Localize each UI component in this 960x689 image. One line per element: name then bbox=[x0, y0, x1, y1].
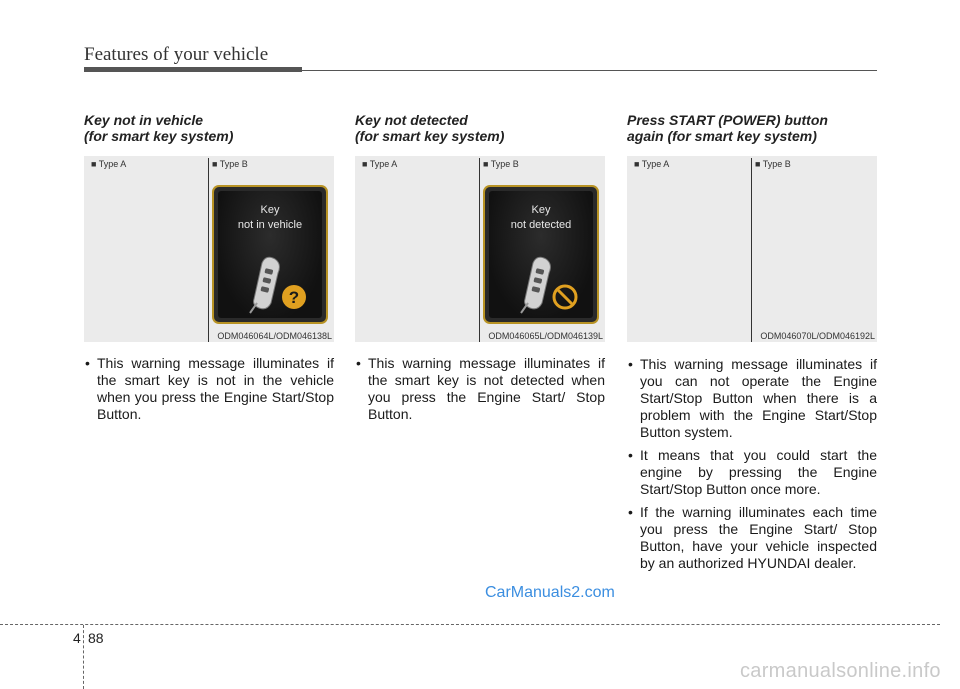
cluster-message bbox=[489, 203, 593, 233]
cluster-message-line1: Key bbox=[531, 204, 551, 216]
page-number: 88 bbox=[88, 630, 104, 646]
section-title-line1: Key not detected bbox=[355, 112, 468, 128]
figure-caption: ODM046064L/ODM046138L bbox=[217, 331, 332, 341]
page-header-title: Features of your vehicle bbox=[84, 44, 269, 65]
figure-caption: ODM046070L/ODM046192L bbox=[760, 331, 875, 341]
section-title bbox=[627, 112, 877, 156]
figure-panel bbox=[627, 156, 877, 342]
figure-panel bbox=[355, 156, 605, 342]
watermark-link[interactable]: CarManuals2.com bbox=[485, 584, 615, 601]
section-title bbox=[84, 112, 334, 156]
section-key-not-in-vehicle bbox=[84, 112, 334, 429]
footer-site-watermark: carmanualsonline.info bbox=[740, 660, 941, 682]
cluster-display-screen bbox=[218, 191, 322, 318]
section-title-line1: Press START (POWER) button bbox=[627, 112, 828, 128]
type-b-label: ■ Type B bbox=[483, 159, 519, 169]
cluster-display bbox=[214, 187, 326, 322]
chapter-number: 4 bbox=[73, 630, 81, 646]
smart-key-icon bbox=[519, 255, 579, 315]
section-title-line2: again (for smart key system) bbox=[627, 128, 817, 144]
cluster-message-line2: not detected bbox=[510, 219, 572, 231]
section-press-start-again bbox=[627, 112, 877, 578]
figure-divider bbox=[479, 158, 480, 342]
type-b-label: ■ Type B bbox=[212, 159, 248, 169]
bullet-item: • If the warning illuminates each time you press the Engine Start/ Stop Button, have your vehicle inspected by an authorized HYUNDAI dealer. bbox=[627, 504, 877, 572]
figure-caption: ODM046065L/ODM046139L bbox=[488, 331, 603, 341]
figure-panel bbox=[84, 156, 334, 342]
smart-key-icon bbox=[248, 255, 308, 315]
footer-vertical-rule bbox=[83, 625, 84, 689]
question-mark-icon bbox=[282, 285, 306, 309]
header-accent-bar bbox=[84, 67, 302, 72]
section-title-line2: (for smart key system) bbox=[355, 128, 505, 144]
footer-rule bbox=[0, 624, 940, 625]
cluster-message-line1: Key bbox=[260, 204, 280, 216]
bullet-item: • This warning message illuminates if the smart key is not in the vehicle when you press the Engine Start/Stop Button. bbox=[84, 355, 334, 423]
svg-text:?: ? bbox=[288, 288, 300, 307]
section-title bbox=[355, 112, 605, 156]
cluster-message-line2: not in vehicle bbox=[237, 219, 303, 231]
bullet-item: • This warning message illuminates if you can not operate the Engine Start/Stop Button when there is a problem with the Engine Start/Stop Button system. bbox=[627, 356, 877, 441]
figure-divider bbox=[751, 158, 752, 342]
bullet-item: • This warning message illuminates if the smart key is not detected when you press the Engine Start/ Stop Button. bbox=[355, 355, 605, 423]
cluster-message bbox=[218, 203, 322, 233]
bullet-list bbox=[84, 355, 334, 423]
section-key-not-detected bbox=[355, 112, 605, 429]
cluster-display-screen bbox=[489, 191, 593, 318]
section-title-line2: (for smart key system) bbox=[84, 128, 234, 144]
bullet-list bbox=[627, 356, 877, 572]
type-b-label: ■ Type B bbox=[755, 159, 791, 169]
prohibited-icon bbox=[554, 286, 576, 308]
figure-divider bbox=[208, 158, 209, 342]
cluster-display bbox=[485, 187, 597, 322]
bullet-list bbox=[355, 355, 605, 423]
bullet-item: • It means that you could start the engine by pressing the Engine Start/Stop Button once more. bbox=[627, 447, 877, 498]
type-a-label: ■ Type A bbox=[362, 159, 398, 169]
section-title-line1: Key not in vehicle bbox=[84, 112, 204, 128]
type-a-label: ■ Type A bbox=[634, 159, 670, 169]
type-a-label: ■ Type A bbox=[91, 159, 127, 169]
